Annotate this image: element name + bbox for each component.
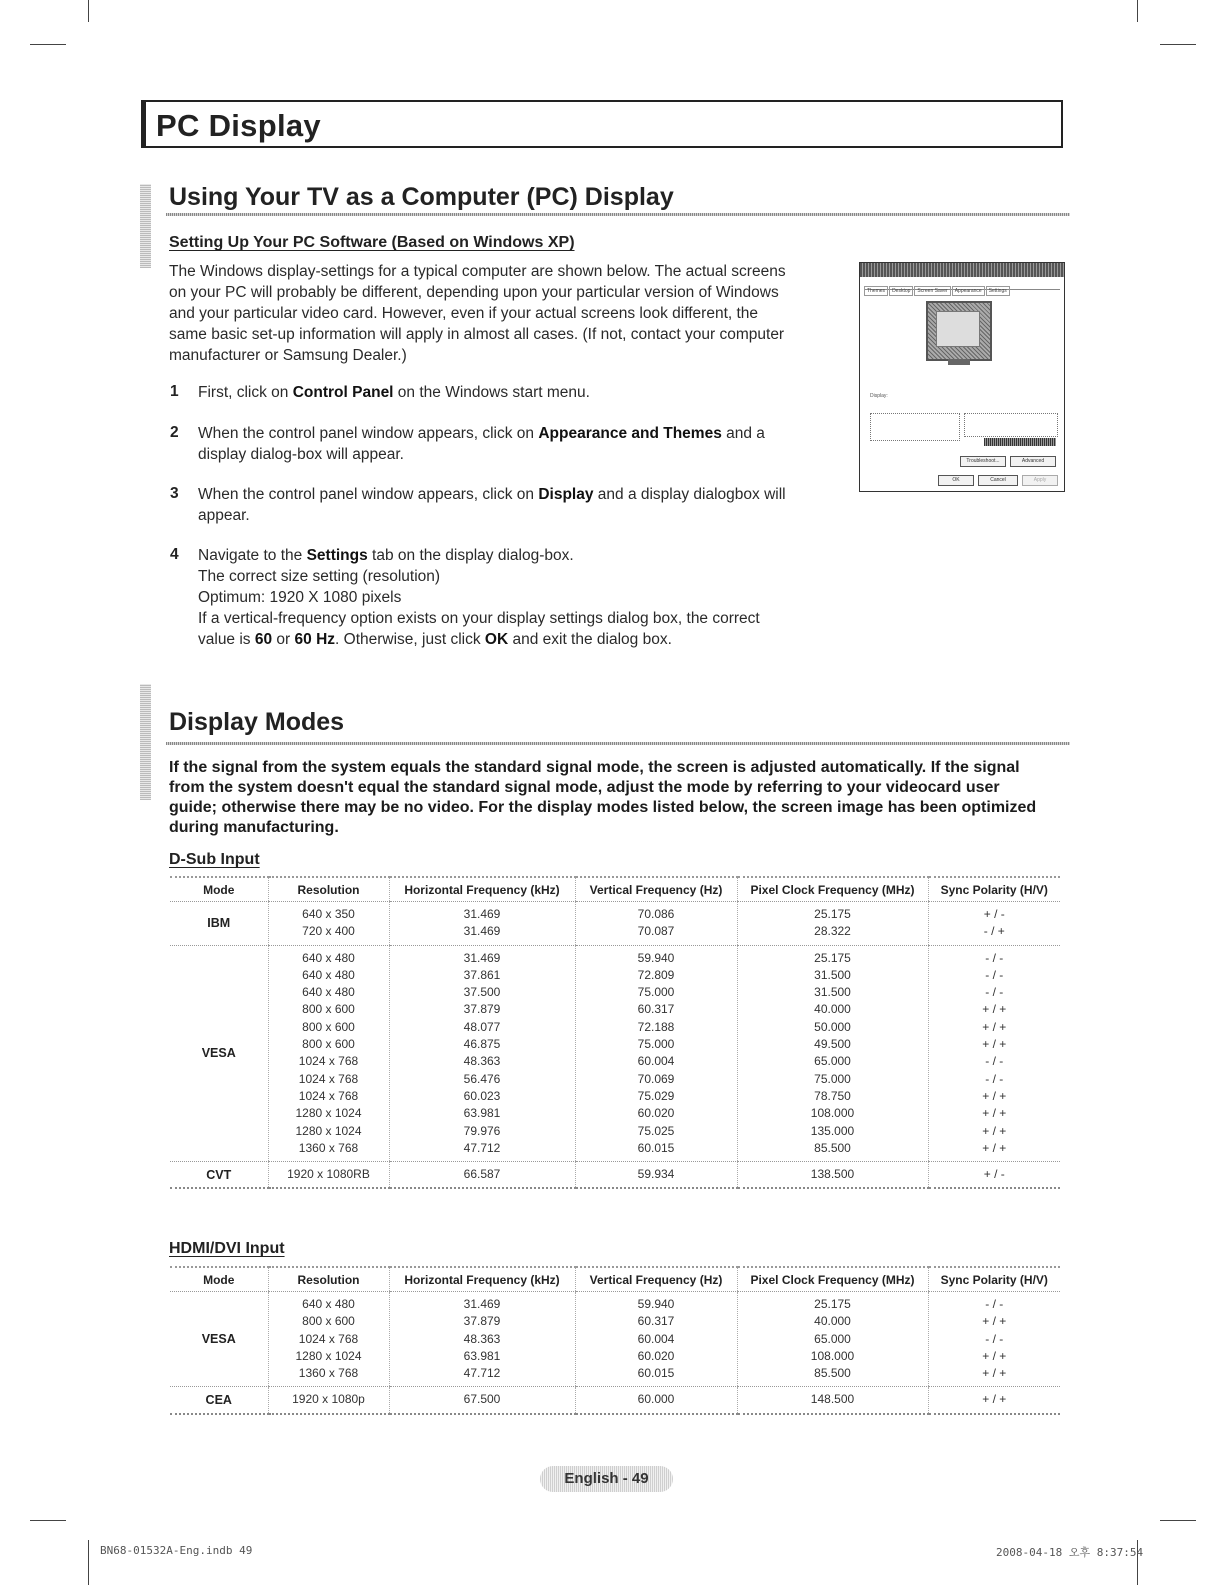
table-cell-value: 75.000	[814, 1071, 851, 1086]
thumbnail-tab: Screen Saver	[914, 286, 950, 296]
table-cell-value: 63.981	[463, 1348, 501, 1363]
table-cell-value: 640 x 480	[302, 985, 355, 1000]
hfreq-cell	[389, 1387, 575, 1414]
step-text-post: and a display dialogbox will	[593, 486, 786, 503]
table-cell-value: 138.500	[810, 1167, 855, 1182]
table-cell-value: + / +	[982, 1366, 1007, 1381]
step-number: 2	[170, 424, 179, 441]
table-cell-value: 78.750	[814, 1088, 851, 1103]
thumbnail-troubleshoot-button: Troubleshoot...	[960, 456, 1006, 467]
table-cell-value: 108.000	[810, 1348, 855, 1363]
page-title: PC Display	[156, 108, 321, 143]
table-cell-value: 640 x 480	[302, 1297, 355, 1311]
step-keyword: 60 Hz	[294, 631, 336, 648]
table-cell-value: 1280 x 1024	[295, 1123, 362, 1138]
table-cell-value: 640 x 480	[302, 950, 355, 965]
thumbnail-display-label: Display:	[870, 393, 888, 399]
intro-line: guide; otherwise there may be no video. For the display modes listed below, the screen image has been optimized	[169, 799, 1037, 816]
page-number-badge: English - 49	[540, 1466, 673, 1492]
step-keyword: 60	[254, 631, 273, 648]
section-rule	[166, 213, 1070, 216]
table-cell-value: 48.363	[463, 1331, 501, 1346]
table-cell-value: 1024 x 768	[298, 1054, 359, 1069]
col-header-mode: Mode	[170, 877, 268, 902]
intro-line: manufacturer or Samsung Dealer.)	[169, 347, 407, 364]
crop-mark	[1137, 0, 1138, 22]
section-marker	[140, 684, 151, 800]
table-cell-value: 65.000	[814, 1331, 851, 1346]
table-cell-value: 1024 x 768	[298, 1088, 359, 1103]
thumbnail-tab: Appearance	[952, 286, 985, 296]
table-cell-value: - / -	[985, 1297, 1004, 1311]
subsection-title: Setting Up Your PC Software (Based on Windows XP)	[169, 234, 575, 251]
table-cell-value: 800 x 600	[302, 1002, 355, 1017]
step-keyword: Display	[538, 486, 594, 503]
table-cell-value: 1024 x 768	[298, 1071, 359, 1086]
resolution-cell	[268, 902, 389, 946]
table-cell-value: 60.015	[637, 1140, 675, 1155]
hfreq-cell	[389, 1292, 575, 1387]
step-text: value is	[198, 631, 255, 648]
intro-line: same basic set-up information will apply in almost all cases. (If not, contact your computer	[169, 326, 785, 343]
table-cell-value: 85.500	[814, 1140, 851, 1155]
thumbnail-tab: Themes	[864, 286, 888, 296]
section-title-display-modes: Display Modes	[169, 708, 345, 736]
table-cell-value: + / -	[983, 1167, 1005, 1182]
table-cell-value: 46.875	[463, 1037, 501, 1052]
dsub-modes-table	[170, 876, 1060, 1189]
mode-group-row	[170, 945, 1060, 1162]
table-cell-value: + / +	[982, 1019, 1007, 1034]
hdmi-table-body	[170, 1292, 1060, 1414]
table-cell-value: 59.940	[637, 950, 675, 965]
thumbnail-advanced-button: Advanced	[1010, 456, 1056, 467]
table-cell-value: + / +	[982, 1037, 1007, 1052]
col-header-vfreq: Vertical Frequency (Hz)	[575, 1267, 737, 1292]
table-cell-value: 108.000	[810, 1106, 855, 1121]
table-cell-value: - / -	[985, 985, 1004, 1000]
table-cell-value: 65.000	[814, 1054, 851, 1069]
table-cell-value: 31.469	[463, 924, 501, 939]
table-cell-value: 50.000	[814, 1019, 851, 1034]
step-text-pre: When the control panel window appears, click on	[198, 486, 539, 503]
page-title-box	[141, 100, 1063, 148]
table-cell-value: + / +	[982, 1392, 1007, 1407]
dsub-table-body	[170, 902, 1060, 1189]
table-cell-value: + / +	[982, 1140, 1007, 1155]
step-text	[198, 382, 590, 403]
table-cell-value: 1024 x 768	[298, 1331, 359, 1346]
table-cell-value: 63.981	[463, 1106, 501, 1121]
crop-mark	[1160, 1520, 1196, 1521]
col-header-mode: Mode	[170, 1267, 268, 1292]
table-cell-value: 56.476	[463, 1071, 501, 1086]
mode-cell: CEA	[170, 1387, 268, 1414]
section-title-pc-display: Using Your TV as a Computer (PC) Display	[169, 183, 674, 211]
table-cell-value: 800 x 600	[302, 1314, 355, 1329]
crop-mark	[30, 44, 66, 45]
table-cell-value: 49.500	[814, 1037, 851, 1052]
table-cell-value: 75.000	[637, 1037, 675, 1052]
table-cell-value: 60.317	[637, 1002, 675, 1017]
pixel-clock-cell	[737, 1387, 928, 1414]
table-cell-value: 60.020	[637, 1348, 675, 1363]
thumbnail-color-strip	[984, 438, 1056, 446]
intro-line: The Windows display-settings for a typical computer are shown below. The actual screens	[169, 263, 786, 280]
col-header-pixel-clock: Pixel Clock Frequency (MHz)	[737, 877, 928, 902]
thumbnail-tab: Desktop	[889, 286, 913, 296]
table-cell-value: 75.000	[637, 985, 675, 1000]
pixel-clock-cell	[737, 902, 928, 946]
table-cell-value: 79.976	[463, 1123, 501, 1138]
table-cell-value: 59.940	[637, 1297, 675, 1311]
table-cell-value: 47.712	[463, 1366, 501, 1381]
table-cell-value: 60.004	[637, 1331, 675, 1346]
mode-group-row	[170, 1292, 1060, 1387]
col-header-vfreq: Vertical Frequency (Hz)	[575, 877, 737, 902]
table-cell-value: - / -	[985, 950, 1004, 965]
step-text-line: Optimum: 1920 X 1080 pixels	[198, 589, 402, 606]
step-text	[198, 423, 765, 465]
table-cell-value: 60.317	[637, 1314, 675, 1329]
pixel-clock-cell	[737, 1162, 928, 1189]
col-header-pixel-clock: Pixel Clock Frequency (MHz)	[737, 1267, 928, 1292]
sync-polarity-cell	[928, 1387, 1060, 1414]
step-text-post: and a	[721, 425, 765, 442]
table-cell-value: 25.175	[814, 950, 851, 965]
footer-file-info: BN68-01532A-Eng.indb 49	[100, 1544, 253, 1557]
hdmi-modes-table	[170, 1266, 1060, 1415]
table-cell-value: 60.023	[463, 1088, 501, 1103]
table-cell-value: 60.004	[637, 1054, 675, 1069]
intro-line: during manufacturing.	[169, 819, 339, 836]
vfreq-cell	[575, 1292, 737, 1387]
col-header-resolution: Resolution	[268, 877, 389, 902]
step-text	[198, 545, 760, 650]
table-cell-value: 31.469	[463, 950, 501, 965]
step-text: . Otherwise, just click	[335, 631, 485, 648]
table-cell-value: 85.500	[814, 1366, 851, 1381]
table-cell-value: 66.587	[463, 1167, 501, 1182]
table-cell-value: 72.188	[637, 1019, 675, 1034]
resolution-cell	[268, 1292, 389, 1387]
table-cell-value: 28.322	[814, 924, 851, 939]
intro-paragraph	[169, 261, 849, 366]
pixel-clock-cell	[737, 945, 928, 1162]
step-text-pre: Navigate to the	[198, 547, 307, 564]
step-text-line: The correct size setting (resolution)	[198, 568, 441, 585]
table-cell-value: 40.000	[814, 1002, 851, 1017]
sync-polarity-cell	[928, 1292, 1060, 1387]
crop-mark	[88, 1540, 89, 1585]
mode-group-row	[170, 902, 1060, 946]
thumbnail-color-box	[964, 413, 1058, 437]
step-text: and exit the dialog box.	[508, 631, 672, 648]
table-cell-value: 40.000	[814, 1314, 851, 1329]
step-text-post: on the Windows start menu.	[393, 384, 590, 401]
table-cell-value: 1360 x 768	[298, 1140, 359, 1155]
table-cell-value: 48.077	[463, 1019, 501, 1034]
table-cell-value: 1920 x 1080p	[292, 1392, 365, 1407]
footer-timestamp: 2008-04-18 오후 8:37:54	[996, 1546, 1144, 1559]
dsub-input-title: D-Sub Input	[169, 851, 260, 868]
step-number: 4	[170, 546, 179, 563]
table-cell-value: 640 x 480	[302, 967, 355, 982]
crop-mark	[1160, 44, 1196, 45]
mode-cell: VESA	[170, 1292, 268, 1387]
table-cell-value: 70.087	[637, 924, 675, 939]
table-cell-value: 60.020	[637, 1106, 675, 1121]
table-cell-value: 47.712	[463, 1140, 501, 1155]
thumbnail-titlebar	[860, 263, 1064, 277]
table-cell-value: 67.500	[463, 1392, 501, 1407]
step-text-line2: display dialog-box will appear.	[198, 446, 404, 463]
thumbnail-resolution-box	[870, 413, 960, 441]
sync-polarity-cell	[928, 1162, 1060, 1189]
step-text-line2: appear.	[198, 507, 250, 524]
step-text-pre: First, click on	[198, 384, 293, 401]
table-cell-value: 25.175	[814, 1297, 851, 1311]
table-cell-value: 60.015	[637, 1366, 675, 1381]
table-cell-value: 720 x 400	[302, 924, 355, 939]
mode-group-row	[170, 1387, 1060, 1414]
step-text	[198, 484, 786, 526]
mode-group-row	[170, 1162, 1060, 1189]
table-cell-value: 1280 x 1024	[295, 1106, 362, 1121]
table-cell-value: 640 x 350	[302, 907, 355, 921]
table-cell-value: 1280 x 1024	[295, 1348, 362, 1363]
table-cell-value: 60.000	[637, 1392, 675, 1407]
step-number: 3	[170, 485, 179, 502]
table-cell-value: 31.500	[814, 967, 851, 982]
display-properties-screenshot	[859, 262, 1065, 492]
table-cell-value: 800 x 600	[302, 1037, 355, 1052]
step-keyword: Control Panel	[292, 384, 394, 401]
table-cell-value: - / -	[985, 967, 1004, 982]
step-text: or	[272, 631, 295, 648]
sync-polarity-cell	[928, 945, 1060, 1162]
resolution-cell	[268, 945, 389, 1162]
intro-line: and your particular video card. However, even if your actual screens look different, the	[169, 305, 759, 322]
monitor-stand	[948, 359, 970, 365]
mode-cell: CVT	[170, 1162, 268, 1189]
table-cell-value: + / +	[982, 1002, 1007, 1017]
step-text-post: tab on the display dialog-box.	[367, 547, 574, 564]
hfreq-cell	[389, 1162, 575, 1189]
vfreq-cell	[575, 902, 737, 946]
table-cell-value: 135.000	[810, 1123, 855, 1138]
section-rule	[166, 742, 1070, 745]
table-cell-value: - / +	[983, 924, 1005, 939]
crop-mark	[30, 1520, 66, 1521]
intro-line: If the signal from the system equals the standard signal mode, the screen is adjusted automatically. If the signal	[169, 759, 1020, 776]
table-cell-value: + / +	[982, 1088, 1007, 1103]
col-header-sync-polarity: Sync Polarity (H/V)	[928, 1267, 1060, 1292]
table-cell-value: 31.469	[463, 1297, 501, 1311]
table-cell-value: 37.500	[463, 985, 501, 1000]
col-header-sync-polarity: Sync Polarity (H/V)	[928, 877, 1060, 902]
sync-polarity-cell	[928, 902, 1060, 946]
hfreq-cell	[389, 902, 575, 946]
resolution-cell	[268, 1162, 389, 1189]
table-cell-value: - / -	[985, 1331, 1004, 1346]
table-cell-value: + / +	[982, 1123, 1007, 1138]
table-cell-value: + / +	[982, 1348, 1007, 1363]
thumbnail-apply-button: Apply	[1022, 475, 1058, 486]
thumbnail-ok-button: OK	[938, 475, 974, 486]
crop-mark	[88, 0, 89, 22]
table-cell-value: 1920 x 1080RB	[287, 1167, 370, 1182]
resolution-cell	[268, 1387, 389, 1414]
table-cell-value: + / -	[983, 907, 1005, 921]
table-cell-value: 70.069	[637, 1071, 675, 1086]
table-cell-value: 37.879	[463, 1002, 501, 1017]
mode-cell: VESA	[170, 945, 268, 1162]
step-text-line: If a vertical-frequency option exists on your display settings dialog box, the correct	[198, 610, 760, 627]
thumbnail-tab: Settings	[986, 286, 1010, 296]
table-cell-value: 37.861	[463, 967, 501, 982]
section-marker	[140, 184, 151, 268]
mode-cell: IBM	[170, 902, 268, 946]
step-number: 1	[170, 383, 179, 400]
col-header-hfreq: Horizontal Frequency (kHz)	[389, 1267, 575, 1292]
table-cell-value: 75.025	[637, 1123, 675, 1138]
thumbnail-tabs	[864, 279, 1060, 294]
table-cell-value: 72.809	[637, 967, 675, 982]
table-cell-value: 800 x 600	[302, 1019, 355, 1034]
hfreq-cell	[389, 945, 575, 1162]
thumbnail-cancel-button: Cancel	[978, 475, 1018, 486]
table-cell-value: - / -	[985, 1071, 1004, 1086]
table-cell-value: 148.500	[810, 1392, 855, 1407]
hdmi-input-title: HDMI/DVI Input	[169, 1240, 285, 1257]
table-cell-value: 31.500	[814, 985, 851, 1000]
monitor-icon	[926, 301, 992, 361]
table-cell-value: 59.934	[637, 1167, 675, 1182]
table-cell-value: 31.469	[463, 907, 501, 921]
display-modes-intro	[169, 758, 1069, 838]
table-cell-value: 48.363	[463, 1054, 501, 1069]
table-cell-value: 25.175	[814, 907, 851, 921]
col-header-hfreq: Horizontal Frequency (kHz)	[389, 877, 575, 902]
vfreq-cell	[575, 945, 737, 1162]
table-cell-value: 75.029	[637, 1088, 675, 1103]
vfreq-cell	[575, 1162, 737, 1189]
table-cell-value: - / -	[985, 1054, 1004, 1069]
intro-line: from the system doesn't equal the standard signal mode, adjust the mode by referring to your videocard user	[169, 779, 1000, 796]
table-cell-value: + / +	[982, 1314, 1007, 1329]
intro-line: on your PC will probably be different, depending upon your particular version of Windows	[169, 284, 779, 301]
vfreq-cell	[575, 1387, 737, 1414]
step-keyword: Settings	[306, 547, 368, 564]
step-keyword: OK	[484, 631, 509, 648]
pixel-clock-cell	[737, 1292, 928, 1387]
step-keyword: Appearance and Themes	[538, 425, 722, 442]
table-cell-value: + / +	[982, 1106, 1007, 1121]
col-header-resolution: Resolution	[268, 1267, 389, 1292]
step-text-pre: When the control panel window appears, click on	[198, 425, 539, 442]
table-cell-value: 70.086	[637, 907, 675, 921]
table-cell-value: 1360 x 768	[298, 1366, 359, 1381]
table-cell-value: 37.879	[463, 1314, 501, 1329]
